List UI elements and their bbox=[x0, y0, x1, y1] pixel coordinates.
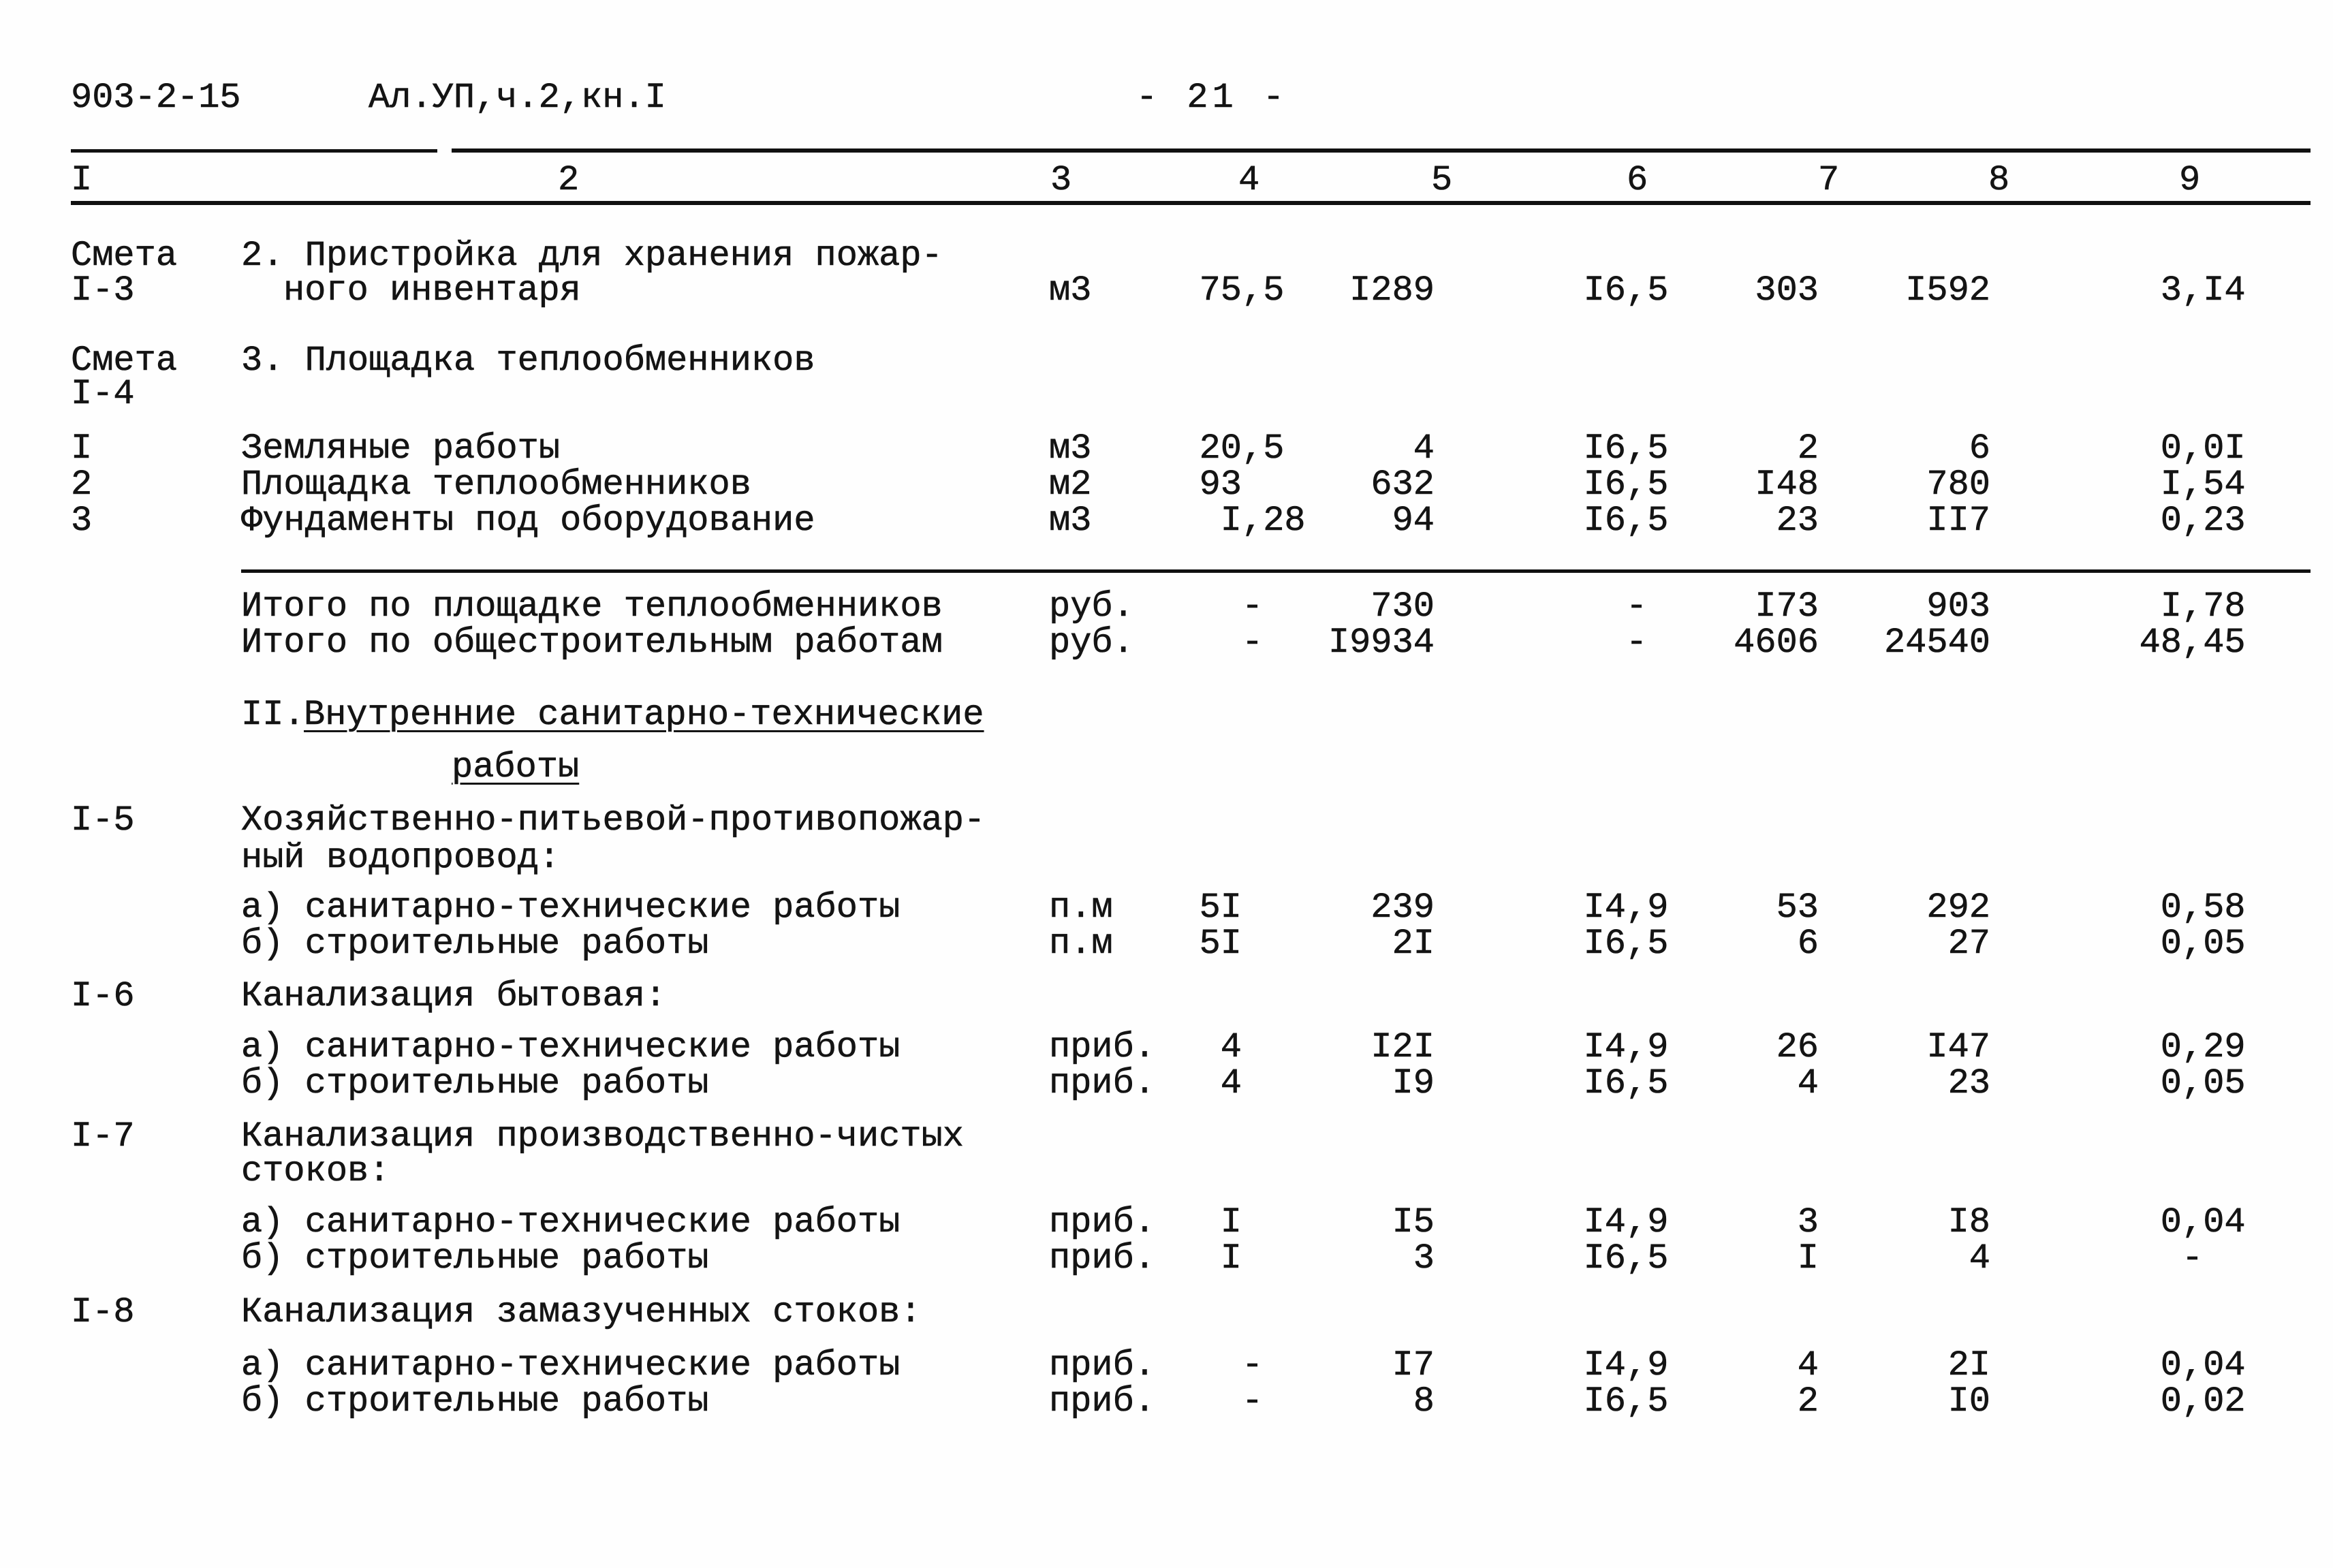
cell-col-6: I6,5 bbox=[1583, 1381, 1669, 1422]
cell-col-5: 730 bbox=[1371, 586, 1435, 627]
item-name: б) строительные работы bbox=[241, 924, 709, 964]
table-row bbox=[0, 1293, 2333, 1332]
cell-col-4: - bbox=[1242, 623, 1264, 663]
cell-col-7: 4 bbox=[1797, 1345, 1819, 1385]
cell-col-4: - bbox=[1242, 586, 1264, 627]
total-row bbox=[0, 624, 2333, 662]
cell-col-4: - bbox=[1242, 1381, 1264, 1422]
item-name: Фундаменты под оборудование bbox=[241, 501, 815, 541]
estimate-ref: I-8 bbox=[71, 1292, 135, 1332]
cell-col-4: 4 bbox=[1220, 1027, 1242, 1067]
item-name: Канализация бытовая: bbox=[241, 976, 667, 1016]
cell-col-7: 26 bbox=[1776, 1027, 1819, 1067]
table-row bbox=[0, 925, 2333, 963]
table-row bbox=[0, 272, 2333, 310]
total-row bbox=[0, 588, 2333, 626]
column-number: 6 bbox=[1627, 160, 1648, 200]
cell-col-7: 2 bbox=[1797, 1381, 1819, 1422]
item-name: стоков: bbox=[241, 1151, 390, 1191]
cell-col-4: - bbox=[1242, 1345, 1264, 1385]
estimate-ref: I-7 bbox=[71, 1116, 135, 1157]
section-number: II. bbox=[241, 695, 305, 735]
cell-col-8: 24540 bbox=[1883, 623, 1990, 663]
unit: руб. bbox=[1049, 586, 1134, 627]
item-name: Канализация производственно-чистых bbox=[241, 1116, 964, 1157]
cell-col-8: 6 bbox=[1969, 428, 1990, 469]
estimate-ref: I-3 bbox=[71, 270, 135, 311]
cell-col-8: I8 bbox=[1947, 1202, 1990, 1242]
item-name: Хозяйственно-питьевой-противопожар- bbox=[241, 800, 986, 841]
album-reference: Ал.УП,ч.2,кн.I bbox=[369, 78, 666, 118]
section-heading bbox=[0, 696, 2333, 734]
cell-col-7: 3 bbox=[1797, 1202, 1819, 1242]
cell-col-5: 632 bbox=[1371, 465, 1435, 505]
table-row bbox=[0, 430, 2333, 468]
column-number-row bbox=[0, 161, 2333, 200]
item-name: б) строительные работы bbox=[241, 1063, 709, 1103]
section-heading bbox=[0, 749, 2333, 787]
table-row bbox=[0, 1204, 2333, 1242]
row-number: 2 bbox=[71, 465, 93, 505]
unit: м2 bbox=[1049, 465, 1092, 505]
header-rule-left bbox=[71, 149, 437, 153]
cell-col-9: 3,I4 bbox=[2160, 270, 2246, 311]
cell-col-6: I6,5 bbox=[1583, 1063, 1669, 1103]
cell-col-6: I6,5 bbox=[1583, 428, 1669, 469]
cell-col-8: I592 bbox=[1905, 270, 1990, 311]
row-number: I bbox=[71, 428, 93, 469]
unit: приб. bbox=[1049, 1027, 1156, 1067]
cell-col-4: 20,5 bbox=[1199, 428, 1285, 469]
column-number: 3 bbox=[1050, 160, 1072, 200]
cell-col-4: 4 bbox=[1220, 1063, 1242, 1103]
unit: приб. bbox=[1049, 1202, 1156, 1242]
cell-col-9: 0,05 bbox=[2160, 924, 2246, 964]
cell-col-5: I5 bbox=[1392, 1202, 1435, 1242]
table-row bbox=[0, 1118, 2333, 1156]
table-row bbox=[0, 466, 2333, 504]
cell-col-7: 6 bbox=[1797, 924, 1819, 964]
column-number: 9 bbox=[2179, 160, 2201, 200]
subtotal-rule bbox=[241, 569, 2311, 573]
cell-col-9: 0,05 bbox=[2160, 1063, 2246, 1103]
cell-col-5: 2I bbox=[1392, 924, 1435, 964]
table-row bbox=[0, 1153, 2333, 1191]
item-name: б) строительные работы bbox=[241, 1238, 709, 1279]
cell-col-6: - bbox=[1626, 623, 1648, 663]
item-name: Площадка теплообменников bbox=[241, 465, 751, 505]
cell-col-5: 94 bbox=[1392, 501, 1435, 541]
item-name: Земляные работы bbox=[241, 428, 561, 469]
item-name: а) санитарно-технические работы bbox=[241, 1027, 901, 1067]
cell-col-9: I,54 bbox=[2160, 465, 2246, 505]
cell-col-9: 0,29 bbox=[2160, 1027, 2246, 1067]
cell-col-8: 2I bbox=[1947, 1345, 1990, 1385]
estimate-ref: I-5 bbox=[71, 800, 135, 841]
cell-col-5: 239 bbox=[1371, 888, 1435, 928]
cell-col-5: I9 bbox=[1392, 1063, 1435, 1103]
cell-col-7: 23 bbox=[1776, 501, 1819, 541]
cell-col-7: 4 bbox=[1797, 1063, 1819, 1103]
unit: м3 bbox=[1049, 501, 1092, 541]
unit: приб. bbox=[1049, 1381, 1156, 1422]
table-row bbox=[0, 1029, 2333, 1067]
cell-col-4: I bbox=[1220, 1238, 1242, 1279]
cell-col-8: I47 bbox=[1926, 1027, 1990, 1067]
cell-col-9: 48,45 bbox=[2139, 623, 2246, 663]
cell-col-8: II7 bbox=[1926, 501, 1990, 541]
cell-col-7: 303 bbox=[1755, 270, 1819, 311]
cell-col-8: I0 bbox=[1947, 1381, 1990, 1422]
unit: руб. bbox=[1049, 623, 1134, 663]
cell-col-4: 5I bbox=[1199, 924, 1242, 964]
unit: п.м bbox=[1049, 888, 1113, 928]
cell-col-9: I,78 bbox=[2160, 586, 2246, 627]
column-number: I bbox=[71, 160, 93, 200]
table-row bbox=[0, 977, 2333, 1016]
cell-col-9: 0,02 bbox=[2160, 1381, 2246, 1422]
header-rule-right bbox=[452, 148, 2311, 153]
cell-col-8: 4 bbox=[1969, 1238, 1990, 1279]
cell-col-6: I4,9 bbox=[1583, 1027, 1669, 1067]
cell-col-7: 4606 bbox=[1734, 623, 1819, 663]
cell-col-5: I7 bbox=[1392, 1345, 1435, 1385]
unit: м3 bbox=[1049, 270, 1092, 311]
estimate-ref: Смета bbox=[71, 236, 178, 276]
page-number: - 21 - bbox=[1136, 78, 1289, 118]
cell-col-9: 0,0I bbox=[2160, 428, 2246, 469]
cell-col-9: - bbox=[2182, 1238, 2204, 1279]
cell-col-6: - bbox=[1626, 586, 1648, 627]
cell-col-5: I9934 bbox=[1328, 623, 1435, 663]
table-row bbox=[0, 1240, 2333, 1278]
cell-col-4: I,28 bbox=[1220, 501, 1306, 541]
cell-col-5: I2I bbox=[1371, 1027, 1435, 1067]
unit: приб. bbox=[1049, 1238, 1156, 1279]
table-row bbox=[0, 237, 2333, 275]
cell-col-5: 3 bbox=[1413, 1238, 1435, 1279]
item-name: Канализация замазученных стоков: bbox=[241, 1292, 922, 1332]
cell-col-5: 8 bbox=[1413, 1381, 1435, 1422]
cell-col-4: 75,5 bbox=[1199, 270, 1285, 311]
section-title-continued: работы bbox=[452, 747, 580, 787]
unit: приб. bbox=[1049, 1063, 1156, 1103]
item-name: 2. Пристройка для хранения пожар- bbox=[241, 236, 943, 276]
table-row bbox=[0, 375, 2333, 413]
estimate-ref: I-6 bbox=[71, 976, 135, 1016]
column-number: 7 bbox=[1818, 160, 1840, 200]
cell-col-9: 0,04 bbox=[2160, 1345, 2246, 1385]
cell-col-4: I bbox=[1220, 1202, 1242, 1242]
document-code: 903-2-15 bbox=[71, 78, 241, 118]
table-row bbox=[0, 1383, 2333, 1421]
table-row bbox=[0, 1347, 2333, 1385]
total-label: Итого по площадке теплообменников bbox=[241, 586, 943, 627]
column-number: 5 bbox=[1431, 160, 1453, 200]
cell-col-4: 5I bbox=[1199, 888, 1242, 928]
cell-col-8: 27 bbox=[1947, 924, 1990, 964]
cell-col-5: I289 bbox=[1349, 270, 1435, 311]
cell-col-6: I6,5 bbox=[1583, 501, 1669, 541]
cell-col-8: 292 bbox=[1926, 888, 1990, 928]
column-number: 8 bbox=[1988, 160, 2010, 200]
cell-col-7: I48 bbox=[1755, 465, 1819, 505]
table-row bbox=[0, 802, 2333, 840]
item-name: а) санитарно-технические работы bbox=[241, 888, 901, 928]
cell-col-6: I4,9 bbox=[1583, 1202, 1669, 1242]
unit: п.м bbox=[1049, 924, 1113, 964]
page-header bbox=[0, 79, 2333, 117]
table-row bbox=[0, 1065, 2333, 1103]
cell-col-8: 23 bbox=[1947, 1063, 1990, 1103]
cell-col-5: 4 bbox=[1413, 428, 1435, 469]
column-number: 4 bbox=[1238, 160, 1260, 200]
total-label: Итого по общестроительным работам bbox=[241, 623, 943, 663]
cell-col-9: 0,04 bbox=[2160, 1202, 2246, 1242]
item-name: а) санитарно-технические работы bbox=[241, 1202, 901, 1242]
item-name: 3. Площадка теплообменников bbox=[241, 341, 815, 381]
cell-col-7: 2 bbox=[1797, 428, 1819, 469]
cell-col-8: 903 bbox=[1926, 586, 1990, 627]
item-name: ного инвентаря bbox=[283, 270, 581, 311]
cell-col-7: I bbox=[1797, 1238, 1819, 1279]
table-row bbox=[0, 889, 2333, 927]
cell-col-6: I4,9 bbox=[1583, 1345, 1669, 1385]
cell-col-9: 0,58 bbox=[2160, 888, 2246, 928]
cell-col-6: I4,9 bbox=[1583, 888, 1669, 928]
cell-col-6: I6,5 bbox=[1583, 1238, 1669, 1279]
cell-col-4: 93 bbox=[1199, 465, 1242, 505]
table-row bbox=[0, 839, 2333, 877]
cell-col-7: I73 bbox=[1755, 586, 1819, 627]
estimate-ref: Смета bbox=[71, 341, 178, 381]
cell-col-6: I6,5 bbox=[1583, 465, 1669, 505]
table-row bbox=[0, 502, 2333, 540]
column-header-rule bbox=[71, 201, 2311, 205]
cell-col-8: 780 bbox=[1926, 465, 1990, 505]
item-name: а) санитарно-технические работы bbox=[241, 1345, 901, 1385]
cell-col-9: 0,23 bbox=[2160, 501, 2246, 541]
section-title: Внутренние санитарно-технические bbox=[304, 695, 984, 735]
item-name: ный водопровод: bbox=[241, 838, 561, 878]
unit: м3 bbox=[1049, 428, 1092, 469]
estimate-ref: I-4 bbox=[71, 374, 135, 414]
unit: приб. bbox=[1049, 1345, 1156, 1385]
table-row bbox=[0, 342, 2333, 380]
cell-col-7: 53 bbox=[1776, 888, 1819, 928]
cell-col-6: I6,5 bbox=[1583, 924, 1669, 964]
row-number: 3 bbox=[71, 501, 93, 541]
cell-col-6: I6,5 bbox=[1583, 270, 1669, 311]
item-name: б) строительные работы bbox=[241, 1381, 709, 1422]
column-number: 2 bbox=[558, 160, 580, 200]
